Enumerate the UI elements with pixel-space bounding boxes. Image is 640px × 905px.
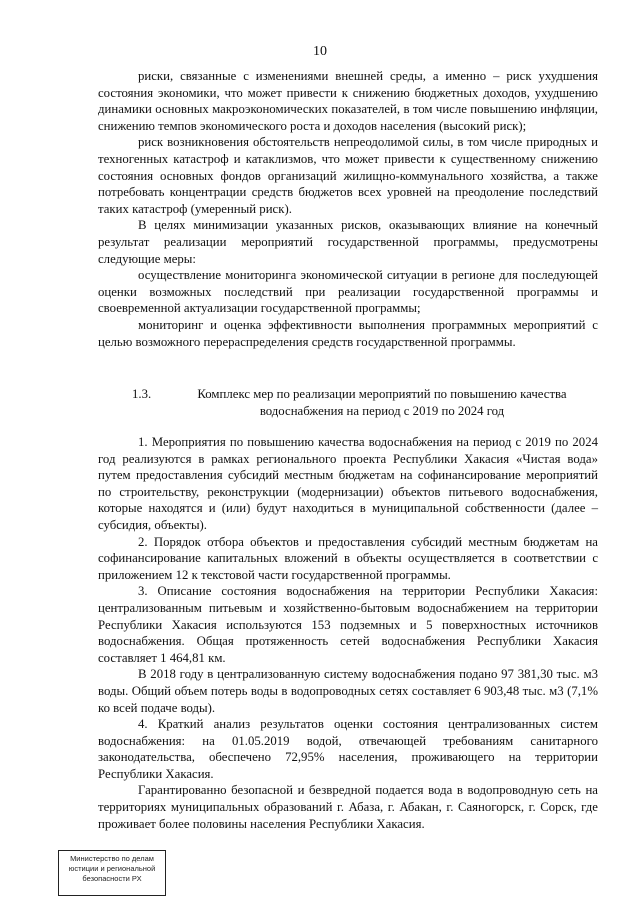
paragraph: 1. Мероприятия по повышению качества водоснабжения на период с 2019 по 2024 год реализуются в рамках регионального проекта Республики Хакасия «Чистая вода» путем предоставления субсидий местным бюджетам на софинансирование мероприятий по строительству, реконструкции (модернизации) объектов питьевого водоснабжения, которые находятся и (или) будут находиться в муниципальной собственности (далее – субсидия, объекты). bbox=[98, 435, 598, 532]
paragraph: 2. Порядок отбора объектов и предоставления субсидий местным бюджетам на софинансирование капитальных вложений в объекты осуществляется в соответствии с приложением 12 к текстовой части государственной программы. bbox=[98, 534, 598, 582]
section-heading bbox=[98, 386, 598, 419]
paragraph: риски, связанные с изменениями внешней среды, а именно – риск ухудшения состояния экономики, что может привести к снижению бюджетных доходов, ухудшению динамики основных макроэкономических показателей, в том числе повышению инфляции, снижению темпов экономического роста и доходов населения (высокий риск); bbox=[98, 69, 598, 133]
paragraph: осуществление мониторинга экономической ситуации в регионе для последующей оценки возможных последствий при реализации государственной программы и своевременной актуализации государственной программы; bbox=[98, 268, 598, 316]
section-title: Комплекс мер по реализации мероприятий по повышению качества водоснабжения на период с 2019 по 2024 год bbox=[197, 387, 567, 418]
paragraph: Гарантированно безопасной и безвредной подается вода в водопроводную сеть на территориях муниципальных образований г. Абаза, г. Абакан, г. Саяногорск, г. Сорск, где проживает более половины населения Республики Хакасия. bbox=[98, 783, 598, 831]
paragraph: В 2018 году в централизованную систему водоснабжения подано 97 381,30 тыс. м3 воды. Общий объем потерь воды в водопроводных сетях составляет 6 903,48 тыс. м3 (7,1% ко всей подаче воды). bbox=[98, 667, 598, 715]
paragraph: риск возникновения обстоятельств непреодолимой силы, в том числе природных и техногенных катастроф и катаклизмов, что может привести к существенному снижению состояния основных фондов организаций жилищно-коммунального хозяйства, а также потребовать концентрации средств бюджетов всех уровней на преодоление последствий таких катастроф (умеренный риск). bbox=[98, 135, 598, 216]
stamp-line: юстиции и региональной bbox=[68, 864, 156, 873]
section-number: 1.3. bbox=[132, 387, 152, 401]
water-measures-section bbox=[98, 434, 598, 832]
ministry-stamp bbox=[58, 850, 166, 896]
stamp-line: безопасности РХ bbox=[82, 874, 142, 883]
paragraph: мониторинг и оценка эффективности выполнения программных мероприятий с целью возможного перераспределения средств государственной программы. bbox=[98, 317, 598, 349]
risks-section bbox=[98, 68, 598, 350]
paragraph: 3. Описание состояния водоснабжения на территории Республики Хакасия: централизованным питьевым и хозяйственно-бытовым водоснабжением на территории Республики Хакасия используются 153 подземных и 5 поверхностных источников водоснабжения. Общая протяженность сетей водоснабжения Республики Хакасия составляет 1 464,81 км. bbox=[98, 584, 598, 665]
paragraph: 4. Краткий анализ результатов оценки состояния централизованных систем водоснабжения: на 01.05.2019 водой, отвечающей требованиям санитарного законодательства, обеспечено 72,95% населения, проживающего на территории Республики Хакасия. bbox=[98, 717, 598, 781]
paragraph: В целях минимизации указанных рисков, оказывающих влияние на конечный результат реализации мероприятий государственной программы, предусмотрены следующие меры: bbox=[98, 218, 598, 266]
stamp-line: Министерство по делам bbox=[70, 854, 154, 863]
page-number: 10 bbox=[313, 44, 327, 59]
